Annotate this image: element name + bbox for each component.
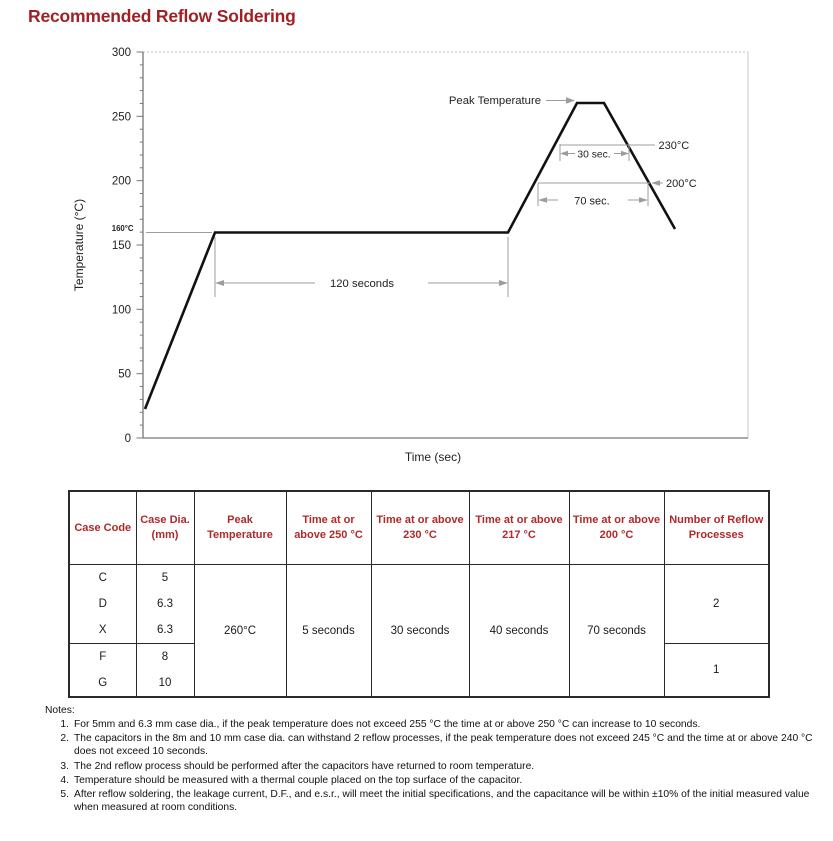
arrow-left-icon — [651, 180, 660, 186]
cell-case-code: G — [69, 670, 136, 697]
cell-time-250: 5 seconds — [286, 565, 371, 698]
cell-case-code: F — [69, 644, 136, 671]
level-230c-label: 230°C — [658, 140, 690, 153]
header-time-230: Time at or above 230 °C — [371, 491, 469, 565]
reflow-spec-table — [68, 490, 770, 698]
cell-case-dia: 5 — [136, 565, 194, 592]
table-header-row — [69, 491, 769, 565]
cell-case-dia: 8 — [136, 644, 194, 671]
ytick-200: 200 — [111, 175, 131, 188]
header-case-code: Case Code — [69, 491, 136, 565]
cell-case-dia: 6.3 — [136, 591, 194, 617]
header-time-250: Time at or above 250 °C — [286, 491, 371, 565]
arrow-right-icon — [621, 151, 629, 156]
note-number: 1. — [60, 719, 69, 730]
ytick-0: 0 — [124, 433, 131, 445]
note-text: The 2nd reflow process should be performed after the capacitors have returned to room temperature. — [74, 760, 535, 772]
cell-time-217: 40 seconds — [469, 565, 569, 698]
cell-time-200: 70 seconds — [569, 565, 664, 698]
ytick-100: 100 — [111, 304, 131, 317]
page-title: Recommended Reflow Soldering — [28, 6, 296, 26]
time-230c-label: 30 sec. — [577, 149, 611, 161]
cell-case-code: C — [69, 565, 136, 592]
list-item — [55, 732, 829, 758]
note-number: 4. — [60, 774, 69, 786]
note-number: 2. — [60, 733, 69, 745]
ytick-300: 300 — [111, 47, 131, 59]
note-text: After reflow soldering, the leakage current, D.F., and e.s.r., will meet the initial specifications, and the capacitance will be within ±10% of the initial measured value when measured at room conditions. — [74, 788, 810, 814]
arrow-left-icon — [215, 280, 224, 286]
x-axis-title: Time (sec) — [404, 450, 462, 464]
arrow-right-icon — [499, 280, 508, 286]
notes-section — [45, 705, 829, 815]
peak-temperature-label: Peak Temperature — [448, 95, 541, 107]
header-time-200: Time at or above 200 °C — [569, 491, 664, 565]
cell-case-code: D — [69, 591, 136, 617]
list-item — [55, 788, 829, 814]
header-time-217: Time at or above 217 °C — [469, 491, 569, 565]
header-reflow-processes: Number of Reflow Processes — [664, 491, 769, 565]
cell-reflow-count-cdx: 2 — [664, 565, 769, 644]
table-row — [69, 565, 769, 592]
notes-heading: Notes: — [45, 705, 75, 716]
list-item — [55, 760, 829, 773]
cell-case-code: X — [69, 617, 136, 644]
ytick-160c-label: 160°C — [111, 224, 134, 233]
note-number: 5. — [60, 788, 69, 800]
cell-time-230: 30 seconds — [371, 565, 469, 698]
arrow-right-icon — [566, 97, 575, 103]
cell-reflow-count-fg: 1 — [664, 644, 769, 698]
list-item — [55, 774, 829, 787]
arrow-left-icon — [538, 197, 547, 203]
ytick-150: 150 — [111, 240, 131, 252]
y-axis-tick-labels — [112, 47, 134, 445]
note-number: 3. — [60, 760, 69, 772]
ytick-250: 250 — [111, 111, 131, 124]
cell-case-dia: 6.3 — [136, 617, 194, 644]
note-text: Temperature should be measured with a thermal couple placed on the top surface of the capacitor. — [74, 774, 523, 786]
time-200c-label: 70 sec. — [574, 195, 610, 208]
note-text: For 5mm and 6.3 mm case dia., if the peak temperature does not exceed 255 °C the time at or above 250 °C can increase to 10 seconds. — [74, 719, 701, 730]
y-axis-title: Temperature (°C) — [72, 198, 86, 292]
cell-peak-temperature: 260°C — [194, 565, 286, 698]
y-axis-ticks — [137, 52, 144, 438]
list-item — [55, 718, 829, 731]
level-200c-label: 200°C — [666, 178, 697, 190]
header-case-dia: Case Dia. (mm) — [136, 491, 194, 565]
cell-case-dia: 10 — [136, 670, 194, 697]
header-peak-temperature: Peak Temperature — [194, 491, 286, 565]
note-text: The capacitors in the 8m and 10 mm case dia. can withstand 2 reflow processes, if the peak temperature does not exceed 245 °C and the time at or above 240 °C does not exceed 10 seconds. — [74, 733, 813, 758]
ytick-50: 50 — [118, 368, 131, 381]
plot-border — [143, 52, 748, 438]
arrow-right-icon — [639, 197, 648, 203]
arrow-left-icon — [560, 151, 568, 156]
hold-duration-label: 120 seconds — [329, 278, 395, 290]
